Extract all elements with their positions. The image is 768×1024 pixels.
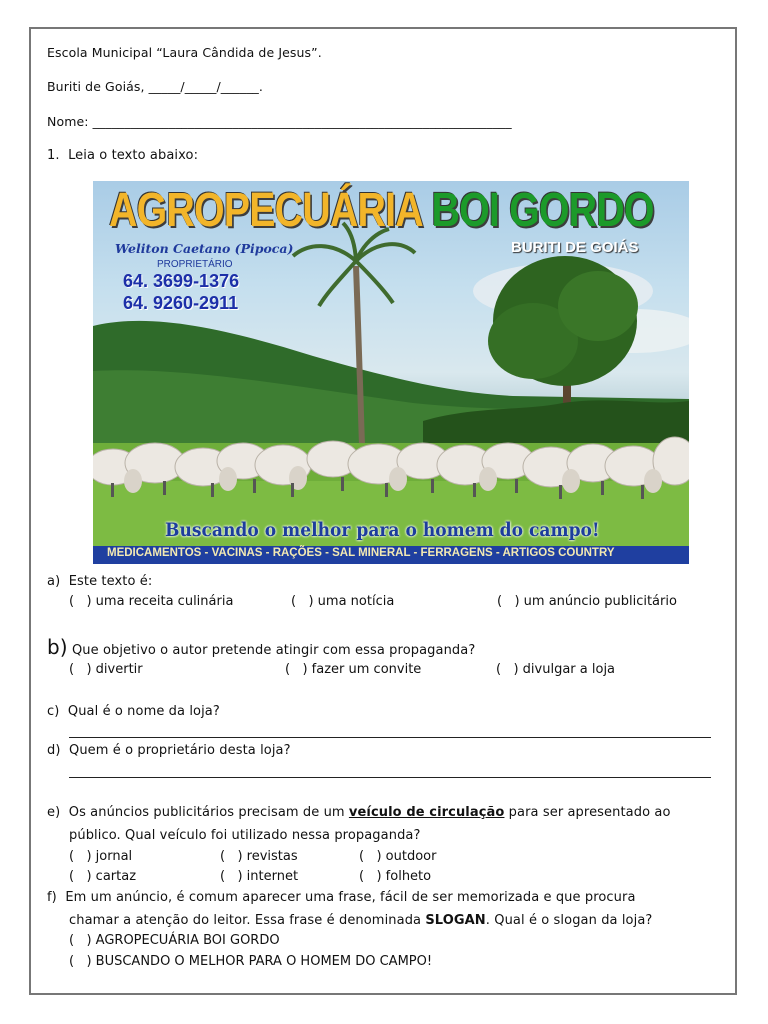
date-line: Buriti de Goiás, _____/_____/______. bbox=[47, 79, 263, 94]
answer-line-d[interactable] bbox=[69, 777, 711, 778]
question-e-text-end: para ser apresentado ao bbox=[504, 805, 671, 820]
qb-option-divulgar[interactable]: ( ) divulgar a loja bbox=[496, 662, 616, 677]
question-b bbox=[47, 635, 475, 659]
question-e-line2: público. Qual veículo foi utilizado nessa propaganda? bbox=[69, 828, 421, 843]
ad-owner: Weliton Caetano (Pipoca) bbox=[115, 241, 294, 256]
qe-option-cartaz[interactable]: ( ) cartaz bbox=[69, 869, 137, 884]
question-f-text-end: . Qual é o slogan da loja? bbox=[485, 913, 653, 928]
qa-option-noticia[interactable]: ( ) uma notícia bbox=[291, 594, 395, 609]
qa-option-anuncio[interactable]: ( ) um anúncio publicitário bbox=[497, 594, 677, 609]
question-b-text: Que objetivo o autor pretende atingir com essa propaganda? bbox=[71, 643, 476, 658]
ad-title-part1: AGROPECUÁRIA bbox=[109, 184, 422, 237]
ad-city: BURITI DE GOIÁS bbox=[511, 239, 639, 256]
question-1-prompt: 1. Leia o texto abaixo: bbox=[47, 148, 199, 163]
worksheet-page bbox=[29, 27, 737, 995]
question-f-text-start: chamar a atenção do leitor. Essa frase é denominada bbox=[69, 913, 426, 928]
question-d: d) Quem é o proprietário desta loja? bbox=[47, 743, 291, 758]
ad-title bbox=[109, 183, 654, 239]
question-b-letter: b) bbox=[47, 635, 68, 659]
answer-line-c[interactable] bbox=[69, 737, 711, 738]
question-e-emphasis: veículo de circulação bbox=[348, 805, 505, 820]
school-name: Escola Municipal “Laura Cândida de Jesus”. bbox=[47, 45, 322, 60]
question-e-line1 bbox=[47, 805, 671, 820]
qb-option-divertir[interactable]: ( ) divertir bbox=[69, 662, 143, 677]
advertisement-image bbox=[93, 181, 689, 564]
question-a: a) Este texto é: bbox=[47, 574, 153, 589]
ad-products: MEDICAMENTOS - VACINAS - RAÇÕES - SAL MINERAL - FERRAGENS - ARTIGOS COUNTRY bbox=[107, 547, 615, 559]
qf-option-name[interactable]: ( ) AGROPECUÁRIA BOI GORDO bbox=[69, 933, 280, 948]
ad-phone-2: 64. 9260-2911 bbox=[123, 293, 239, 313]
ad-title-part2: BOI GORDO bbox=[431, 184, 654, 237]
question-e-text-start: e) Os anúncios publicitários precisam de um bbox=[47, 805, 349, 820]
ad-owner-role: PROPRIETÁRIO bbox=[157, 259, 233, 270]
qb-option-convite[interactable]: ( ) fazer um convite bbox=[285, 662, 422, 677]
question-f-line1: f) Em um anúncio, é comum aparecer uma frase, fácil de ser memorizada e que procura bbox=[47, 890, 636, 905]
question-f-line2 bbox=[69, 913, 652, 928]
ad-slogan: Buscando o melhor para o homem do campo! bbox=[165, 519, 600, 541]
name-field[interactable]: Nome: __________________________________________________________________ bbox=[47, 114, 512, 129]
qe-option-outdoor[interactable]: ( ) outdoor bbox=[359, 849, 437, 864]
ad-phone-1: 64. 3699-1376 bbox=[123, 271, 240, 291]
question-f-emphasis: SLOGAN bbox=[425, 913, 486, 928]
qe-option-folheto[interactable]: ( ) folheto bbox=[359, 869, 432, 884]
qe-option-internet[interactable]: ( ) internet bbox=[220, 869, 299, 884]
qe-option-jornal[interactable]: ( ) jornal bbox=[69, 849, 133, 864]
qf-option-slogan[interactable]: ( ) BUSCANDO O MELHOR PARA O HOMEM DO CAMPO! bbox=[69, 954, 433, 969]
qa-option-receita[interactable]: ( ) uma receita culinária bbox=[69, 594, 234, 609]
question-c: c) Qual é o nome da loja? bbox=[47, 704, 220, 719]
qe-option-revistas[interactable]: ( ) revistas bbox=[220, 849, 298, 864]
